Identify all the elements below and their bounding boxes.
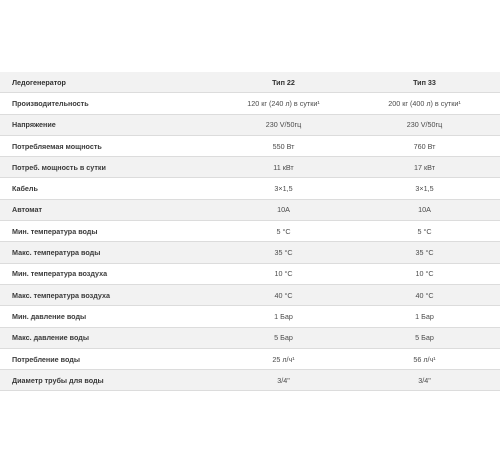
row-value-col2: 230 V/50гц xyxy=(406,120,443,130)
row-param: Мин. температура воды xyxy=(12,226,98,236)
spec-table xyxy=(0,72,500,391)
table-row xyxy=(0,242,500,263)
row-value-col2: 35 °С xyxy=(415,248,434,258)
row-value-col1: 5 Бар xyxy=(274,333,293,343)
row-param: Мин. температура воздуха xyxy=(12,269,108,279)
table-row xyxy=(0,221,500,242)
row-param: Потреб. мощность в сутки xyxy=(12,162,106,172)
row-value-col2: 56 л/ч¹ xyxy=(413,354,436,364)
table-row xyxy=(0,370,500,391)
row-value-col2: 5 Бар xyxy=(415,333,434,343)
row-value-col1: 5 °С xyxy=(276,226,291,236)
row-value-col1: 550 Вт xyxy=(272,141,295,151)
row-value-col1: 120 кг (240 л) в сутки¹ xyxy=(247,98,320,108)
row-param: Макс. давление воды xyxy=(12,333,89,343)
row-value-col1: 35 °С xyxy=(274,248,293,258)
row-value-col2: 17 кВт xyxy=(414,162,435,172)
table-header-row xyxy=(0,72,500,93)
table-row xyxy=(0,157,500,178)
row-param: Потребляемая мощность xyxy=(12,141,102,151)
row-param: Макс. температура воздуха xyxy=(12,290,110,300)
header-col1: Тип 22 xyxy=(272,77,295,87)
row-param: Макс. температура воды xyxy=(12,248,101,258)
row-value-col1: 3/4" xyxy=(277,375,290,385)
row-value-col2: 5 °С xyxy=(417,226,432,236)
row-value-col1: 11 кВт xyxy=(273,162,294,172)
row-value-col1: 10 °С xyxy=(274,269,293,279)
table-row xyxy=(0,115,500,136)
table-row xyxy=(0,200,500,221)
header-param: Ледогенератор xyxy=(12,77,66,87)
row-param: Диаметр трубы для воды xyxy=(12,375,104,385)
row-param: Потребление воды xyxy=(12,354,80,364)
table-row xyxy=(0,328,500,349)
table-row xyxy=(0,136,500,157)
row-value-col1: 3×1,5 xyxy=(274,184,293,194)
row-value-col2: 40 °С xyxy=(415,290,434,300)
row-value-col1: 1 Бар xyxy=(274,311,293,321)
row-value-col1: 25 л/ч¹ xyxy=(272,354,295,364)
row-param: Напряжение xyxy=(12,120,56,130)
row-value-col2: 10 °С xyxy=(415,269,434,279)
row-value-col2: 3/4" xyxy=(418,375,431,385)
row-param: Кабель xyxy=(12,184,38,194)
table-row xyxy=(0,349,500,370)
row-value-col2: 10А xyxy=(418,205,431,215)
table-row xyxy=(0,178,500,199)
row-value-col2: 760 Вт xyxy=(413,141,436,151)
row-param: Мин. давление воды xyxy=(12,311,87,321)
row-value-col1: 40 °С xyxy=(274,290,293,300)
row-value-col1: 230 V/50гц xyxy=(265,120,302,130)
row-value-col1: 10А xyxy=(277,205,290,215)
table-row xyxy=(0,264,500,285)
table-row xyxy=(0,306,500,327)
row-value-col2: 1 Бар xyxy=(415,311,434,321)
row-param: Производительность xyxy=(12,98,89,108)
table-body xyxy=(0,93,500,391)
table-row xyxy=(0,93,500,114)
row-param: Автомат xyxy=(12,205,42,215)
table-row xyxy=(0,285,500,306)
row-value-col2: 3×1,5 xyxy=(415,184,434,194)
row-value-col2: 200 кг (400 л) в сутки¹ xyxy=(388,98,461,108)
header-col2: Тип 33 xyxy=(413,77,436,87)
